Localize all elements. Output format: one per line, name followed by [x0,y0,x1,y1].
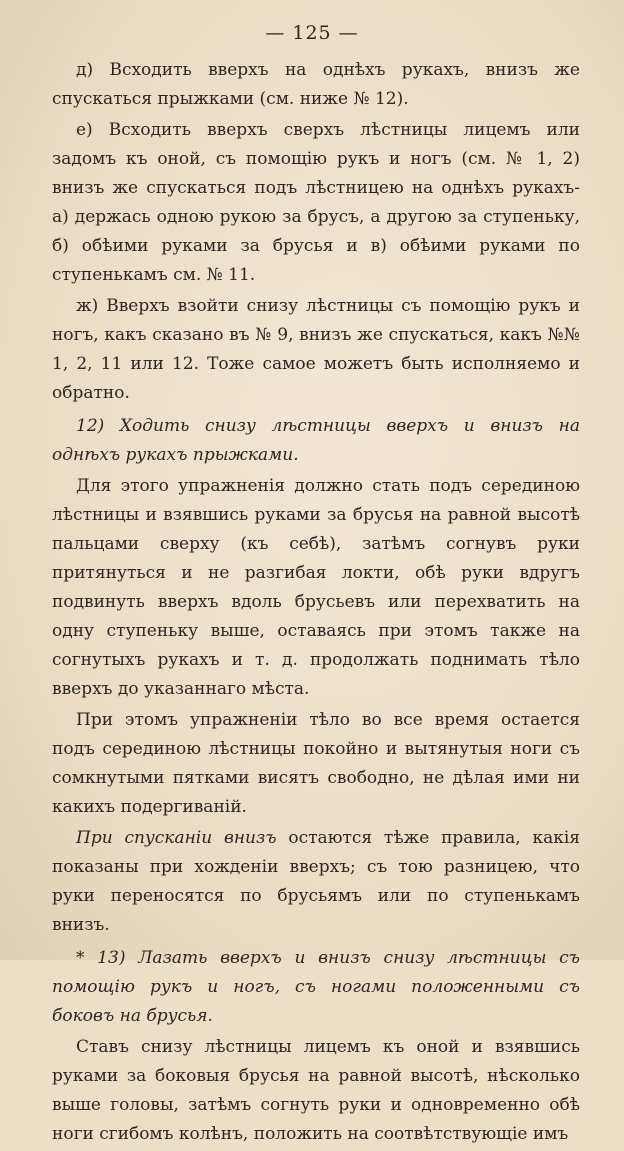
paragraph-d: д) Всходить вверхъ на однѣхъ рукахъ, внизъ же спускаться прыжками (см. ниже № 12). [52,60,580,109]
section-heading-12: 12) Ходить снизу лѣстницы вверхъ и внизъ на однѣхъ рукахъ прыжками. [52,416,580,465]
descent-label: При спусканіи внизъ [76,828,277,848]
descent-text: остаются тѣже правила, какія показаны при хожденіи вверхъ; съ тою разницею, что руки переносятся по брусьямъ или по ступенькамъ внизъ. [52,828,580,935]
paragraph-e: е) Всходить вверхъ сверхъ лѣстницы лицемъ или задомъ къ оной, съ помощію рукъ и ногъ (см. № 1, 2) внизъ же спускаться подъ лѣстницею на однѣхъ рукахъ- а) держась одною рукою за брусъ, а другою за ступеньку, б) обѣими руками за брусья и в) обѣими руками по ступенькамъ см. № 11. [52,120,580,285]
paragraph-zh: ж) Вверхъ взойти снизу лѣстницы съ помощію рукъ и ногъ, какъ сказано въ № 9, внизъ же спускаться, какъ №№ 1, 2, 11 или 12. Тоже самое можетъ быть исполняемо и обратно. [52,296,580,403]
page-text [52,56,580,1151]
paragraph-exercise-12-note: При этомъ упражненіи тѣло во все время остается подъ серединою лѣстницы покойно и вытянутыя ноги съ сомкнутыми пятками висятъ свободно, не дѣлая ими ни какихъ подергиваній. [52,710,580,817]
paragraph-exercise-13-body: Ставъ снизу лѣстницы лицемъ къ оной и взявшись руками за боковыя брусья на равной высотѣ, нѣсколько выше головы, затѣмъ согнуть руки и одновременно обѣ ноги сгибомъ колѣнъ, положить на соотвѣтствующіе имъ [52,1037,580,1144]
paragraph-descent [52,824,580,940]
page-number: — 125 — [265,22,359,44]
paragraph-exercise-12-body: Для этого упражненія должно стать подъ серединою лѣстницы и взявшись руками за брусья на равной высотѣ пальцами сверху (къ себѣ), затѣмъ согнувъ руки притянуться и не разгибая локти, обѣ руки вдругъ подвинуть вверхъ вдоль брусьевъ или перехватить на одну ступеньку выше, оставаясь при этомъ также на согнутыхъ рукахъ и т. д. продолжать поднимать тѣло вверхъ до указаннаго мѣста. [52,476,580,699]
section-heading-13: * 13) Лазать вверхъ и внизъ снизу лѣстницы съ помощію рукъ и ногъ, съ ногами положенными съ боковъ на брусья. [52,948,580,1026]
